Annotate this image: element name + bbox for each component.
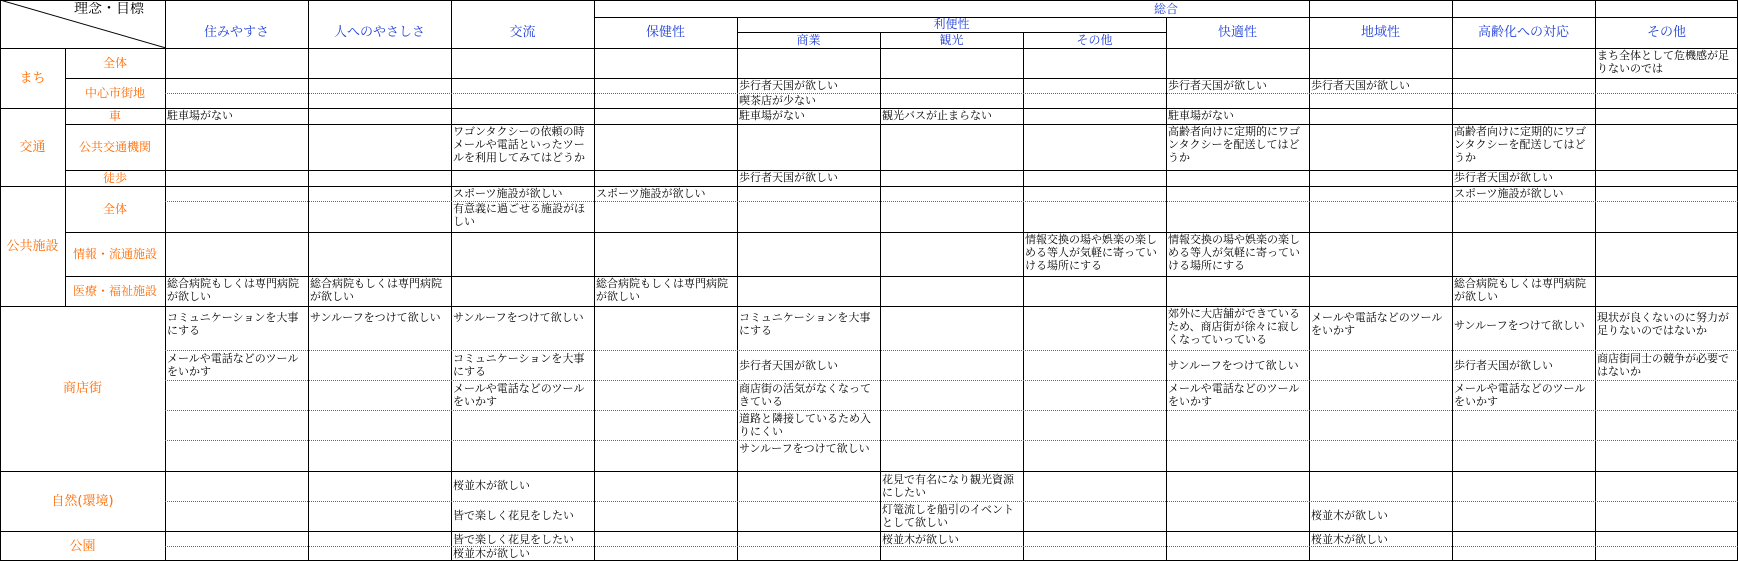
header-hito-yasashisa: 人へのやさしさ [333,24,425,40]
subcategory-kuruma: 車 [108,108,121,123]
grid-line [880,32,881,561]
table-cell: メールや電話などのツールをいかす [1454,382,1586,408]
grid-line [0,531,1738,532]
grid-line [65,124,1738,125]
table-cell: 商店街の活気がなくなってきている [739,382,871,408]
grid-line [165,380,1738,381]
grid-line [165,0,166,561]
header-hoken: 保健性 [645,24,685,40]
grid-line [308,0,309,561]
table-cell: 現状が良くないのに努力が足りないのではないか [1597,311,1729,337]
grid-line [65,78,1738,79]
grid-line [737,32,1166,33]
table-cell: 歩行者天国が欲しい [1454,171,1553,184]
table-cell: 総合病院もしくは専門病院が欲しい [596,277,728,303]
table-cell: 皆で楽しく花見をしたい [453,533,574,546]
header-kaiteki: 快適性 [1217,24,1257,40]
grid-line [1166,17,1167,561]
grid-line [0,0,1738,1]
subcategory-koukyou-koutsuu: 公共交通機関 [78,139,151,154]
subcategory-chushin: 中心市街地 [84,85,145,100]
table-cell: サンルーフをつけて欲しい [310,311,441,324]
grid-line [165,440,1738,441]
grid-line [165,201,1738,202]
grid-line [1023,32,1024,561]
table-cell: 情報交換の場や娯楽の楽しめる等人が気軽に寄っていける場所にする [1168,233,1300,272]
grid-line [0,0,1,561]
grid-line [165,410,1738,411]
subcategory-jouhou: 情報・流通施設 [72,246,157,261]
grid-line [594,17,1738,18]
table-cell: 商店街同士の競争が必要ではないか [1597,352,1729,378]
grid-line [1595,0,1596,561]
table-cell: 総合病院もしくは専門病院が欲しい [167,277,299,303]
table-cell: 歩行者天国が欲しい [739,171,838,184]
header-riben: 利便性 [933,17,970,31]
table-cell: コミュニケーションを大事にする [739,311,871,337]
grid-line [1452,0,1453,561]
header-sumiyasusa: 住みやすさ [203,24,269,40]
table-cell: 歩行者天国が欲しい [1168,79,1267,92]
category-koukyou: 公共施設 [6,238,59,254]
table-cell: 歩行者天国が欲しい [739,359,838,372]
header-sougou: 総合 [1153,1,1178,16]
grid-line [737,17,738,561]
grid-line [0,306,1738,307]
table-cell: 総合病院もしくは専門病院が欲しい [1454,277,1586,303]
header-kankou: 観光 [939,32,964,47]
header-chiiki: 地域性 [1360,24,1400,40]
table-cell: 皆で楽しく花見をしたい [453,509,574,522]
table-cell: 駐車場がない [167,109,233,122]
table-cell: メールや電話などのツールをいかす [453,382,585,408]
table-cell: 歩行者天国が欲しい [1454,359,1553,372]
table-cell: ワゴンタクシーの依頼の時メールや電話といったツールを利用してみてはどうか [453,125,585,164]
grid-line [0,186,1738,187]
category-shizen: 自然(環境) [51,493,114,509]
grid-line [0,108,1738,109]
table-cell: 花見で有名になり観光資源にしたい [882,473,1014,499]
subcategory-shisetsu-zentai: 全体 [102,201,127,216]
table-cell: まち全体として危機感が足りないのでは [1597,49,1729,75]
table-cell: サンルーフをつけて欲しい [1168,359,1299,372]
corner-label: 理念・目標 [74,2,144,17]
category-kouen: 公園 [69,538,96,554]
category-shoutengai: 商店街 [62,381,102,396]
header-shougyou: 商業 [796,32,821,47]
table-cell: 道路と隣接しているため入りにくい [739,412,871,438]
table-cell: 観光バスが止まらない [882,109,992,122]
grid-line [65,48,66,306]
table-cell: サンルーフをつけて欲しい [453,311,584,324]
category-machi: まち [19,70,46,86]
table-cell: 桜並木が欲しい [882,533,959,546]
header-sonota: その他 [1646,24,1686,40]
table-cell: 情報交換の場や娯楽の楽しめる等人が気軽に寄っていける場所にする [1025,233,1157,272]
table-cell: 駐車場がない [1168,109,1234,122]
grid-line [1309,0,1310,561]
grid-line [165,501,1738,502]
table-cell: コミュニケーションを大事にする [453,352,585,378]
grid-line [65,170,1738,171]
table-cell: 歩行者天国が欲しい [1311,79,1410,92]
grid-line [0,48,1738,49]
grid-line [0,471,1738,472]
table-cell: サンルーフをつけて欲しい [739,442,870,455]
table-cell: 高齢者向けに定期的にワゴンタクシーを配送してはどうか [1454,125,1586,164]
table-cell: スポーツ施設が欲しい [596,187,706,200]
table-cell: コミュニケーションを大事にする [167,311,299,337]
table-cell: 歩行者天国が欲しい [739,79,838,92]
grid-line [165,93,1738,94]
table-cell: 郊外に大店舗ができているため、商店街が徐々に寂しくなっていっている [1168,307,1300,346]
grid-line [594,0,595,561]
table-cell: 桜並木が欲しい [453,479,530,492]
header-koureika: 高齢化への対応 [1477,24,1569,40]
table-cell: メールや電話などのツールをいかす [167,352,299,378]
table-cell: 桜並木が欲しい [1311,533,1388,546]
table-cell: メールや電話などのツールをいかす [1168,382,1300,408]
grid-line [65,232,1738,233]
table-cell: 桜並木が欲しい [1311,509,1388,522]
grid-line [451,0,452,561]
table-cell: 喫茶店が少ない [739,94,816,107]
table-cell: 有意義に過ごせる施設がほしい [453,202,585,228]
table-cell: サンルーフをつけて欲しい [1454,319,1585,332]
subcategory-machi-zentai: 全体 [102,55,127,70]
table-cell: スポーツ施設が欲しい [1454,187,1564,200]
table-cell: メールや電話などのツールをいかす [1311,311,1443,337]
subcategory-iryou: 医療・福祉施設 [72,283,157,298]
header-sonota-riben: その他 [1076,32,1113,47]
table-cell: 総合病院もしくは専門病院が欲しい [310,277,442,303]
grid-line [165,546,1738,547]
subcategory-toho: 徒歩 [102,170,127,185]
table-cell: 駐車場がない [739,109,805,122]
category-koutsuu: 交通 [19,139,46,155]
table-cell: 高齢者向けに定期的にワゴンタクシーを配送してはどうか [1168,125,1300,164]
table-cell: 桜並木が欲しい [453,547,530,560]
header-kouryu: 交流 [509,24,536,40]
grid-line [65,276,1738,277]
table-cell: 灯篭流しを船引のイベントとして欲しい [882,503,1014,529]
table-cell: スポーツ施設が欲しい [453,187,563,200]
grid-line [165,350,1738,351]
